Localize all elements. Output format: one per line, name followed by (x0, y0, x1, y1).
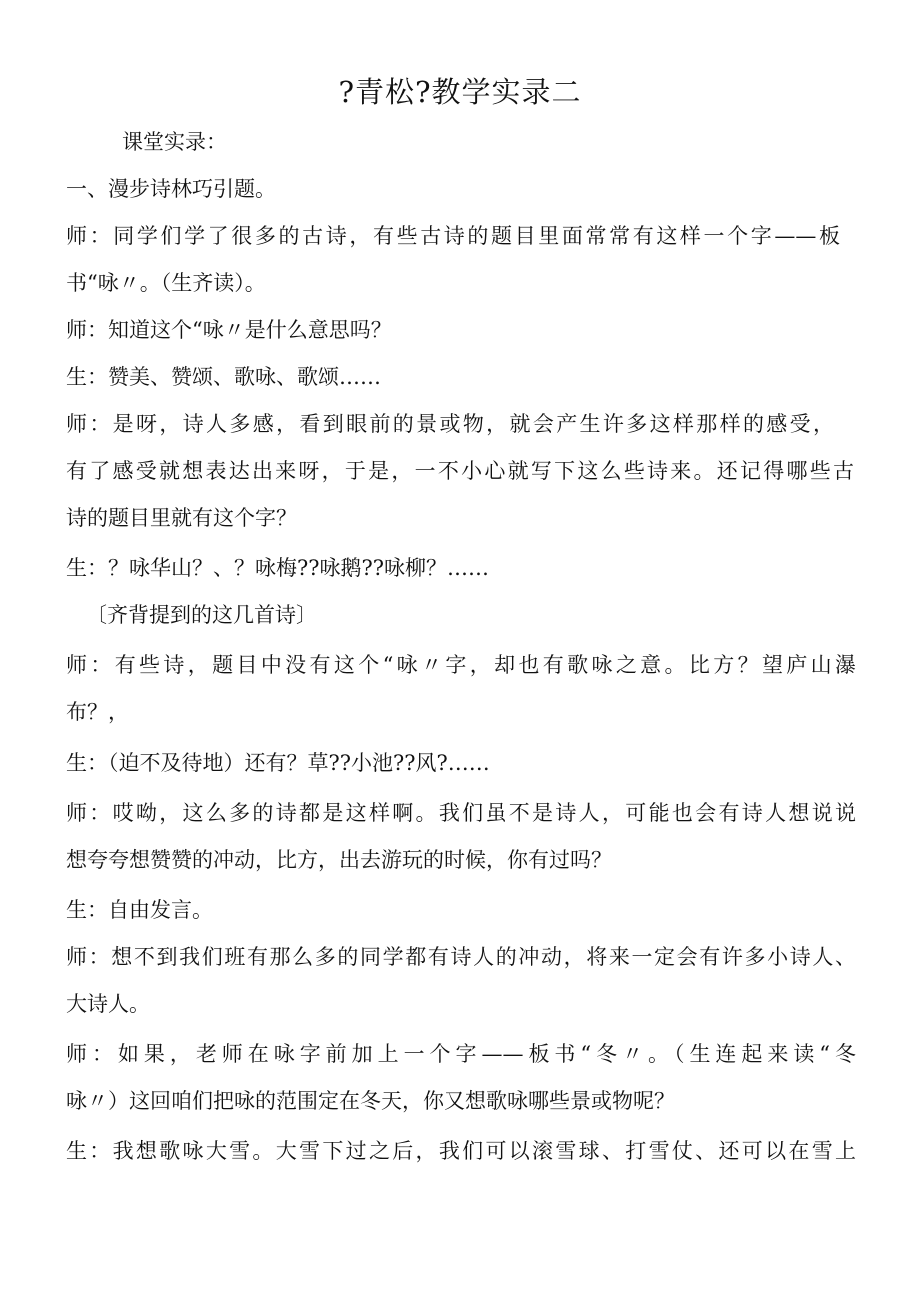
text-line: 生：（迫不及待地）还有？草??小池??风?…… (66, 751, 490, 775)
text-line: 课堂实录： (122, 130, 227, 154)
text-line: 想夸夸想赞赞的冲动，比方，出去游玩的时候，你有过吗？ (66, 848, 612, 872)
text-line: 生：自由发言。 (66, 898, 213, 922)
text-line: 生：我想歌咏大雪。大雪下过之后，我们可以滚雪球、打雪仗、还可以在雪上 (66, 1139, 856, 1163)
text-line: 师：哎呦，这么多的诗都是这样啊。我们虽不是诗人，可能也会有诗人想说说 (66, 801, 856, 825)
text-line: 师：是呀，诗人多感，看到眼前的景或物，就会产生许多这样那样的感受， (66, 412, 834, 436)
text-line: 师：想不到我们班有那么多的同学都有诗人的冲动，将来一定会有许多小诗人、 (66, 945, 856, 969)
text-line: 生：？咏华山？、？咏梅??咏鹅??咏柳？…… (66, 556, 490, 580)
text-line: 生：赞美、赞颂、歌咏、歌颂…… (66, 365, 381, 389)
text-line: 有了感受就想表达出来呀，于是，一不小心就写下这么些诗来。还记得哪些古 (66, 459, 854, 483)
document-title: ?青松?教学实录二 (338, 75, 582, 109)
text-line: 〔齐背提到的这几首诗〕 (86, 603, 317, 627)
text-line: 书“咏〃。（生齐读）。 (66, 271, 266, 295)
text-line: 师：知道这个“咏〃是什么意思吗？ (66, 318, 392, 342)
text-line: 师：如果，老师在咏字前加上一个字——板书“冬〃。（生连起来读“冬 (66, 1042, 856, 1066)
text-line: 布？， (66, 700, 129, 724)
text-line: 大诗人。 (66, 992, 150, 1016)
text-line: 诗的题目里就有这个字？ (66, 506, 297, 530)
text-line: 咏〃）这回咱们把咏的范围定在冬天，你又想歌咏哪些景或物呢？ (66, 1089, 675, 1113)
text-line: 师：有些诗，题目中没有这个“咏〃字，却也有歌咏之意。比方？望庐山瀑 (66, 653, 856, 677)
text-line: 师：同学们学了很多的古诗，有些古诗的题目里面常常有这样一个字——板 (66, 224, 840, 248)
text-line: 一、漫步诗林巧引题。 (66, 177, 276, 201)
